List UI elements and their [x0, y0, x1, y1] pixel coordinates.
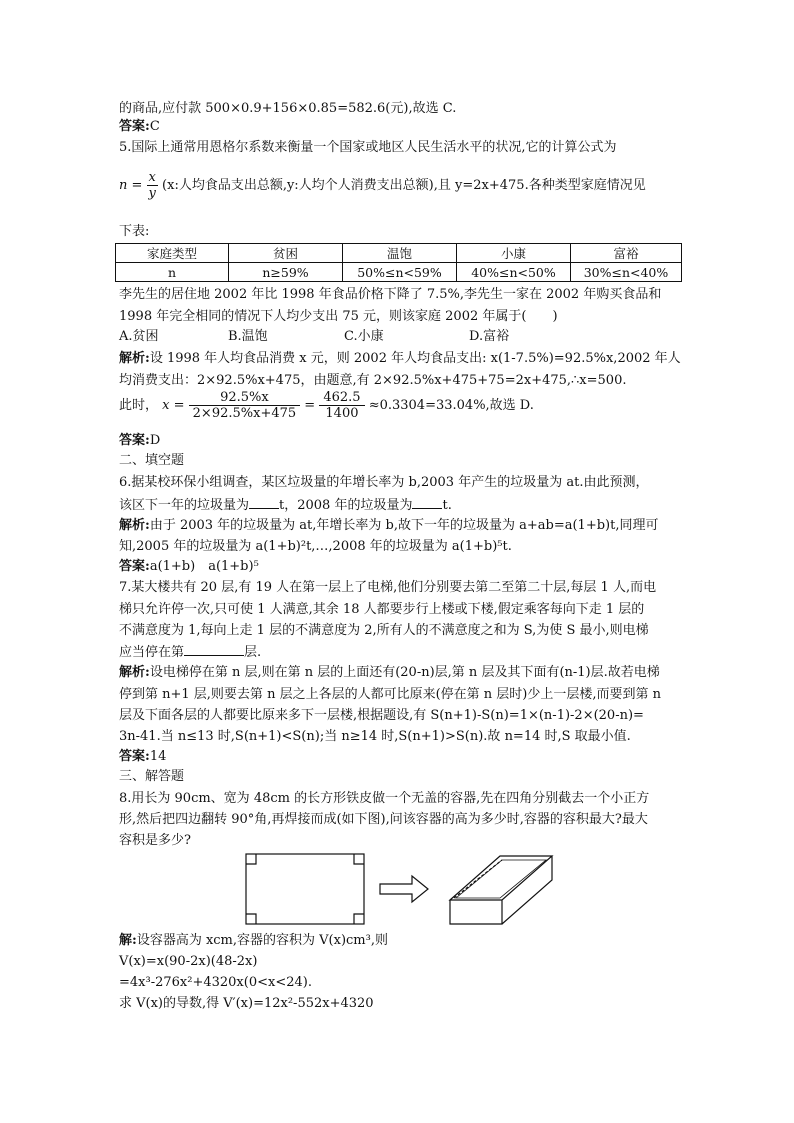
- q7-stem-4: 应当停在第 层.: [119, 645, 262, 660]
- q7-solution-2: 停到第 n+1 层,则要去第 n 层之上各层的人都可比原来(停在第 n 层时)少上一层楼,而要到第 n: [119, 687, 661, 702]
- q5-options: [119, 328, 509, 346]
- option-d: D.富裕: [469, 329, 510, 344]
- answer-value: C: [149, 119, 160, 134]
- q8-solution-2: V(x)=x(90-2x)(48-2x): [119, 954, 258, 969]
- arrow-icon: [380, 876, 428, 902]
- q7-answer: 答案:14: [119, 749, 167, 764]
- q6-solution-2: 知,2005 年的垃圾量为 a(1+b)²t,…,2008 年的垃圾量为 a(1+b)⁵t.: [119, 539, 512, 554]
- table-header-row: [116, 244, 682, 263]
- q8-solution-4: 求 V(x)的导数,得 V′(x)=12x²-552x+4320: [119, 996, 374, 1011]
- table-row: [116, 263, 682, 282]
- q7-solution-3: 层及下面各层的人都要比原来多下一层楼,根据题设,有 S(n+1)-S(n)=1×(n-1)-2×(20-n)=: [119, 708, 644, 723]
- solution-label: 解析:: [119, 351, 150, 366]
- q5-solution-2: 均消费支出：2×92.5%x+475，由题意,有 2×92.5%x+475+75=2x+475,∴x=500.: [119, 373, 627, 388]
- q5-body-2: 1998 年完全相同的情况下人均少支出 75 元，则该家庭 2002 年属于( ): [119, 309, 558, 324]
- table-cell: 50%≤n<59%: [343, 263, 457, 282]
- corner-cut: [246, 854, 256, 864]
- table-header-cell: 温饱: [343, 244, 457, 263]
- q5-answer: 答案:D: [119, 433, 161, 448]
- answer-blank: [184, 643, 244, 656]
- q7-stem-1: 7.某大楼共有 20 层,有 19 人在第一层上了电梯,他们分别要去第二至第二十层,每层 1 人,而电: [119, 580, 657, 595]
- option-a: A.贫困: [119, 329, 159, 344]
- q8-stem-2: 形,然后把四边翻转 90°角,再焊接而成(如下图),问该容器的高为多少时,容器的容积最大?最大: [119, 812, 648, 827]
- section-fill-in-title: 二、填空题: [119, 453, 185, 468]
- q6-solution-1: 解析:由于 2003 年的垃圾量为 at,年增长率为 b,故下一年的垃圾量为 a+ab=a(1+b)t,同理可: [119, 518, 659, 533]
- q5-solution-3: 此时， x = $\frac{92.5\%x}{2\times 92.5\%x+475}$ = $\frac{462.5}{1400}$ ≈0.3304=33.04%,故选 D.: [119, 390, 534, 421]
- sheet-rect: [246, 854, 364, 924]
- table-cell: n: [116, 263, 229, 282]
- option-b: B.温饱: [228, 329, 268, 344]
- container-figure: [240, 848, 560, 928]
- table-cell: 40%≤n<50%: [457, 263, 571, 282]
- fraction-2: $\frac{462.5}{1400}$: [319, 390, 364, 421]
- option-c: C.小康: [344, 329, 384, 344]
- q4-answer: [119, 118, 160, 136]
- q7-stem-2: 梯只允许停一次,只可使 1 人满意,其余 18 人都要步行上楼或下楼,假定乘客每向下走 1 层的: [119, 602, 645, 617]
- q5-stem: 5.国际上通常用恩格尔系数来衡量一个国家或地区人民生活水平的状况,它的计算公式为: [119, 140, 617, 155]
- q7-stem-3: 不满意度为 1,每向上走 1 层的不满意度为 2,所有人的不满意度之和为 S,为使 S 最小,则电梯: [119, 623, 649, 638]
- q5-formula-line: [119, 170, 646, 201]
- table-cell: n≥59%: [229, 263, 343, 282]
- q8-stem-3: 容积是多少?: [119, 833, 191, 848]
- q8-stem-1: 8.用长为 90cm、宽为 48cm 的长方形铁皮做一个无盖的容器,先在四角分别截去一个小正方: [119, 791, 650, 806]
- box-inner-rim: [456, 860, 546, 898]
- answer-label: 答案:: [119, 119, 150, 134]
- q4-solution-tail: 的商品,应付款 500×0.9+156×0.85=582.6(元),故选 C.: [119, 101, 457, 116]
- q8-solution-1: 解:设容器高为 xcm,容器的容积为 V(x)cm³,则: [119, 933, 388, 948]
- section-solution-title: 三、解答题: [119, 769, 185, 784]
- table-header-cell: 贫困: [229, 244, 343, 263]
- formula-fraction: $\frac{x}{y}$: [148, 170, 156, 201]
- table-intro: 下表:: [119, 224, 150, 239]
- answer-blank: [249, 496, 279, 509]
- corner-cut: [354, 854, 364, 864]
- formula-rest: (x:人均食品支出总额,y:人均个人消费支出总额),且 y=2x+475.各种类型家庭情况见: [162, 178, 646, 193]
- q7-solution-1: 解析:设电梯停在第 n 层,则在第 n 层的上面还有(20-n)层,第 n 层及其下面有(n-1)层.故若电梯: [119, 665, 660, 680]
- q6-stem-2: 该区下一年的垃圾量为 t，2008 年的垃圾量为 t.: [119, 498, 452, 513]
- q6-answer: 答案:a(1+b) a(1+b)⁵: [119, 559, 259, 574]
- family-type-table: [115, 243, 682, 282]
- fraction-1: $\frac{92.5\%x}{2\times 92.5\%x+475}$: [189, 390, 301, 421]
- corner-cut: [354, 914, 364, 924]
- q5-body-1: 李先生的居住地 2002 年比 1998 年食品价格下降了 7.5%,李先生一家在 2002 年购买食品和: [119, 287, 662, 302]
- table-cell: 30%≤n<40%: [571, 263, 682, 282]
- formula-lhs: n =: [119, 178, 143, 193]
- q8-solution-3: =4x³-276x²+4320x(0<x<24).: [119, 975, 312, 990]
- q6-stem-1: 6.据某校环保小组调查，某区垃圾量的年增长率为 b,2003 年产生的垃圾量为 at.由此预测，: [119, 475, 649, 490]
- table-header-cell: 小康: [457, 244, 571, 263]
- answer-blank: [412, 496, 442, 509]
- q7-solution-4: 3n-41.当 n≤13 时,S(n+1)<S(n);当 n≥14 时,S(n+1)>S(n).故 n=14 时,S 取最小值.: [119, 729, 631, 744]
- corner-cut: [246, 914, 256, 924]
- table-header-cell: 家庭类型: [116, 244, 229, 263]
- q5-solution-1: 解析:设 1998 年人均食品消费 x 元，则 2002 年人均食品支出: x(1-7.5%)=92.5%x,2002 年人: [119, 351, 681, 366]
- table-header-cell: 富裕: [571, 244, 682, 263]
